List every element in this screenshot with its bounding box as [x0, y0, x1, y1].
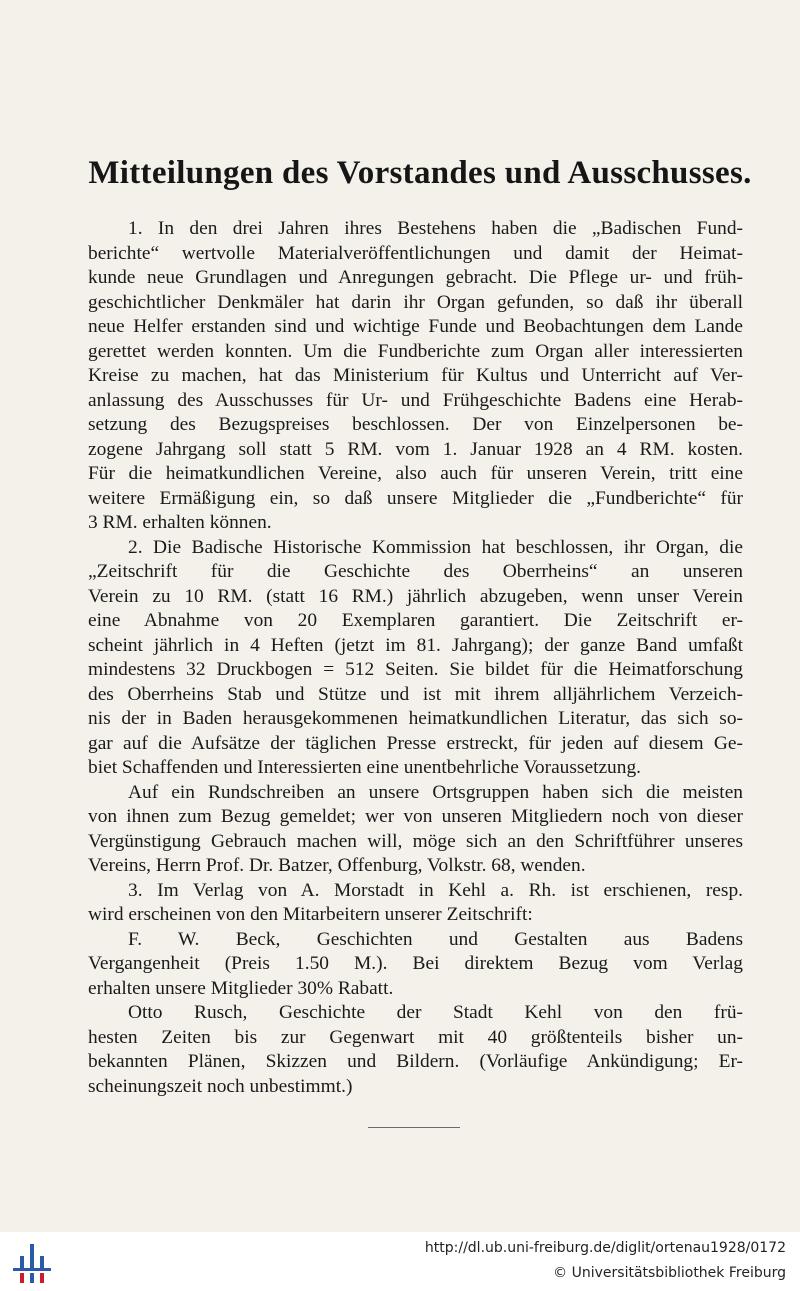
text-line: gar auf die Aufsätze der täglichen Presse erstreckt, für jeden auf diesem Ge- [88, 732, 743, 754]
text-line: 2. Die Badische Historische Kommission hat beschlossen, ihr Organ, die [128, 536, 743, 558]
text-line: erhalten unsere Mitglieder 30% Rabatt. [88, 977, 394, 999]
text-line: Vergünstigung Gebrauch machen will, möge sich an den Schriftführer unseres [88, 830, 743, 852]
text-line: anlassung des Ausschusses für Ur- und Frühgeschichte Badens eine Herab- [88, 389, 743, 411]
text-line: nis der in Baden herausgekommenen heimatkundlichen Literatur, das sich so- [88, 708, 743, 729]
text-line: eine Abnahme von 20 Exemplaren garantiert. Die Zeitschrift er- [88, 610, 743, 631]
footer-bar [0, 1232, 800, 1291]
page-title: Mitteilungen des Vorstandes und Ausschusses. [88, 155, 752, 191]
text-line: neue Helfer erstanden sind und wichtige Funde und Beobachtungen dem Lande [88, 316, 743, 337]
text-line: mindestens 32 Druckbogen = 512 Seiten. Sie bildet für die Heimatforschung [88, 659, 743, 680]
text-line: 3 RM. erhalten können. [88, 512, 272, 533]
text-line: scheinungszeit noch unbestimmt.) [88, 1075, 353, 1097]
text-line: zogene Jahrgang soll statt 5 RM. vom 1. Januar 1928 an 4 RM. kosten. [88, 438, 743, 460]
text-line: F. W. Beck, Geschichten und Gestalten aus Badens [128, 928, 743, 950]
text-line: Kreise zu machen, hat das Ministerium für Kultus und Unterricht auf Ver- [88, 365, 743, 386]
text-line: Auf ein Rundschreiben an unsere Ortsgruppen haben sich die meisten [128, 781, 743, 803]
university-library-logo-icon [12, 1242, 52, 1284]
text-line: „Zeitschrift für die Geschichte des Oberrheins“ an unseren [88, 561, 743, 582]
text-line: des Oberrheins Stab und Stütze und ist mit ihrem alljährlichem Verzeich- [88, 683, 743, 705]
text-line: berichte“ wertvolle Materialveröffentlichungen und damit der Heimat- [88, 242, 743, 264]
text-line: biet Schaffenden und Interessierten eine unentbehrliche Voraussetzung. [88, 757, 641, 778]
text-line: 3. Im Verlag von A. Morstadt in Kehl a. Rh. ist erschienen, resp. [128, 879, 743, 901]
copyright-notice: © Universitätsbibliothek Freiburg [553, 1265, 786, 1281]
closing-rule [368, 1127, 460, 1128]
text-line: Otto Rusch, Geschichte der Stadt Kehl von den frü- [128, 1002, 743, 1023]
source-url[interactable]: http://dl.ub.uni-freiburg.de/diglit/ortenau1928/0172 [424, 1240, 786, 1256]
text-line: Verein zu 10 RM. (statt 16 RM.) jährlich abzugeben, wenn unser Verein [88, 585, 743, 607]
text-line: setzung des Bezugspreises beschlossen. Der von Einzelpersonen be- [88, 414, 743, 435]
body-text [88, 217, 743, 1099]
text-line: Für die heimatkundlichen Vereine, also auch für unseren Verein, tritt eine [88, 463, 743, 484]
text-line: geschichtlicher Denkmäler hat darin ihr Organ gefunden, so daß ihr überall [88, 291, 743, 313]
text-line: scheint jährlich in 4 Heften (jetzt im 81. Jahrgang); der ganze Band umfaßt [88, 634, 743, 656]
text-line: wird erscheinen von den Mitarbeitern unserer Zeitschrift: [88, 904, 533, 925]
text-line: kunde neue Grundlagen und Anregungen gebracht. Die Pflege ur- und früh- [88, 267, 743, 288]
text-line: Vergangenheit (Preis 1.50 M.). Bei direktem Bezug vom Verlag [88, 953, 743, 974]
text-line: gerettet werden konnten. Um die Fundberichte zum Organ aller interessierten [88, 340, 743, 362]
text-line: von ihnen zum Bezug gemeldet; wer von unseren Mitgliedern noch von dieser [88, 806, 743, 827]
text-line: Vereins, Herrn Prof. Dr. Batzer, Offenburg, Volkstr. 68, wenden. [88, 855, 586, 876]
text-line: 1. In den drei Jahren ihres Bestehens haben die „Badischen Fund- [128, 218, 743, 239]
text-line: bekannten Plänen, Skizzen und Bildern. (Vorläufige Ankündigung; Er- [88, 1051, 743, 1072]
text-line: weitere Ermäßigung ein, so daß unsere Mitglieder die „Fundberichte“ für [88, 487, 743, 509]
text-line: hesten Zeiten bis zur Gegenwart mit 40 größtenteils bisher un- [88, 1026, 743, 1048]
